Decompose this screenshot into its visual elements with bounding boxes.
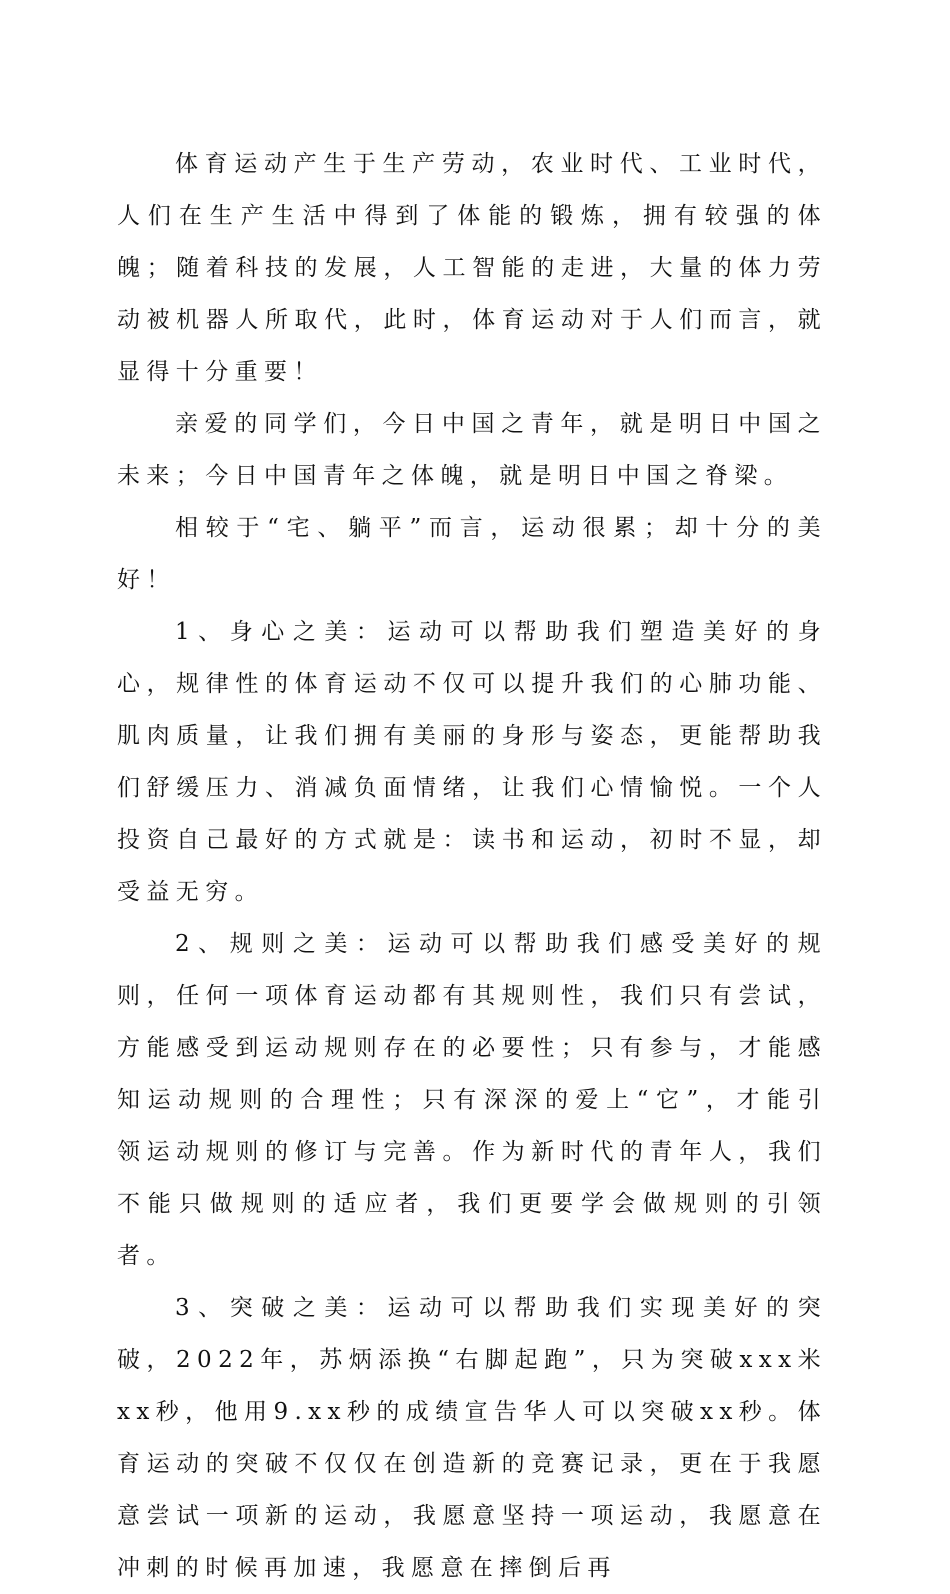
document-body xyxy=(117,138,827,1594)
paragraph-point-2: 2、规则之美：运动可以帮助我们感受美好的规则，任何一项体育运动都有其规则性，我们只有尝试，方能感受到运动规则存在的必要性；只有参与，才能感知运动规则的合理性；只有深深的爱上“它”，才能引领运动规则的修订与完善。作为新时代的青年人，我们不能只做规则的适应者，我们更要学会做规则的引领者。 xyxy=(117,931,827,1269)
paragraph-point-1: 1、身心之美：运动可以帮助我们塑造美好的身心，规律性的体育运动不仅可以提升我们的心肺功能、肌肉质量，让我们拥有美丽的身形与姿态，更能帮助我们舒缓压力、消减负面情绪，让我们心情愉悦。一个人投资自己最好的方式就是：读书和运动，初时不显，却受益无穷。 xyxy=(117,619,827,905)
paragraph-point-3: 3、突破之美：运动可以帮助我们实现美好的突破，2022年，苏炳添换“右脚起跑”，只为突破xxx米xx秒，他用9.xx秒的成绩宣告华人可以突破xx秒。体育运动的突破不仅仅在创造新的竞赛记录，更在于我愿意尝试一项新的运动，我愿意坚持一项运动，我愿意在冲刺的时候再加速，我愿意在摔倒后再 xyxy=(117,1295,827,1581)
paragraph-address: 亲爱的同学们，今日中国之青年，就是明日中国之未来；今日中国青年之体魄，就是明日中国之脊梁。 xyxy=(117,411,827,489)
paragraph-comparison: 相较于“宅、躺平”而言，运动很累；却十分的美好！ xyxy=(117,515,827,593)
paragraph-intro: 体育运动产生于生产劳动，农业时代、工业时代，人们在生产生活中得到了体能的锻炼，拥有较强的体魄；随着科技的发展，人工智能的走进，大量的体力劳动被机器人所取代，此时，体育运动对于人们而言，就显得十分重要！ xyxy=(117,151,827,385)
